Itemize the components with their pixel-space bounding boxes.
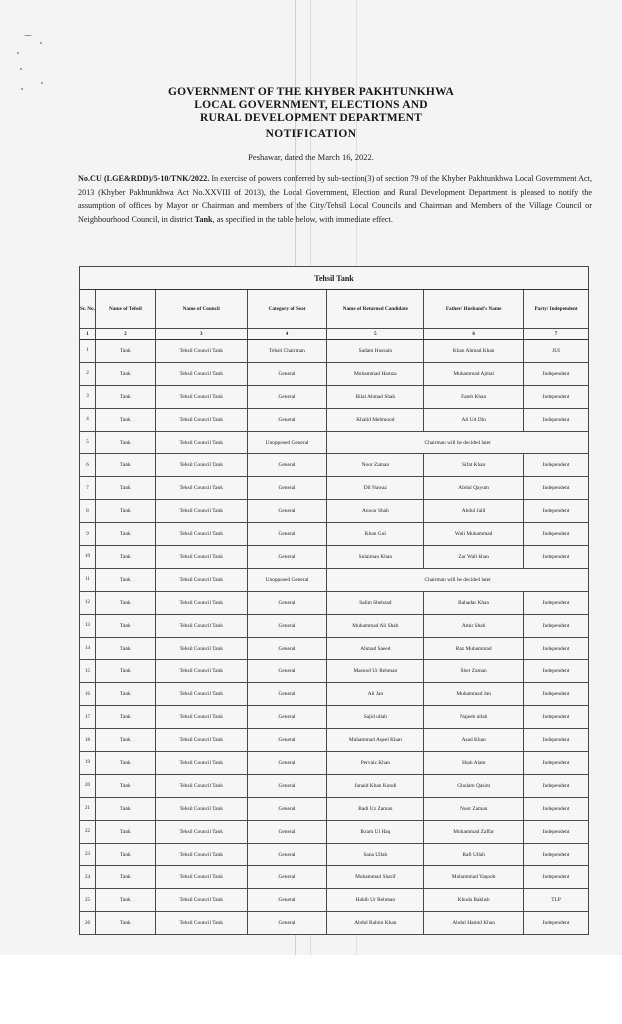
serial-number-cell: 18: [80, 729, 96, 752]
serial-number-cell: 13: [80, 614, 96, 637]
council-cell: Tehsil Council Tank: [155, 820, 247, 843]
body-text: In exercise of powers conferred by sub-section(3) of section 79 of the Khyber Pakhtunkhwa Local Government Act, 2013 (Khyber Pakhtunkhwa Act No.XXVIII of 2013), the Local Government, Election and Rural Development Department is pleased to notify the assumption of offices by Mayor or Chairman and members of the City/Tehsil Local Councils and Chairman and Members of the Village Council or Neighbourhood Council, in district: [78, 174, 592, 224]
tehsil-cell: Tank: [95, 477, 155, 500]
table-row: [80, 454, 589, 477]
tehsil-cell: Tank: [95, 797, 155, 820]
category-cell: General: [247, 523, 327, 546]
council-cell: Tehsil Council Tank: [155, 660, 247, 683]
council-cell: Tehsil Council Tank: [155, 568, 247, 591]
council-cell: Tehsil Council Tank: [155, 591, 247, 614]
council-cell: Tehsil Council Tank: [155, 500, 247, 523]
serial-number-cell: 16: [80, 683, 96, 706]
father-name-cell: Khuda Bakhsh: [424, 889, 524, 912]
table-row: [80, 912, 589, 935]
category-cell: General: [247, 591, 327, 614]
body-text-end: , as specified in the table below, with immediate effect.: [212, 214, 393, 224]
serial-number-cell: 12: [80, 591, 96, 614]
table-row: [80, 820, 589, 843]
table-row: [80, 591, 589, 614]
district-name: Tank: [194, 214, 213, 224]
tehsil-cell: Tank: [95, 385, 155, 408]
table-row: [80, 477, 589, 500]
category-cell: General: [247, 454, 327, 477]
candidate-cell: Salim Shehzad: [327, 591, 424, 614]
father-name-cell: Abdul Hamid Khan: [424, 912, 524, 935]
candidate-cell: Muhammad Aqeel Khan: [327, 729, 424, 752]
tehsil-cell: Tank: [95, 912, 155, 935]
council-cell: Tehsil Council Tank: [155, 912, 247, 935]
father-name-cell: Wali Muhammad: [424, 523, 524, 546]
party-cell: Independent: [524, 660, 589, 683]
council-cell: Tehsil Council Tank: [155, 546, 247, 569]
party-cell: TLP: [524, 889, 589, 912]
table-row: [80, 431, 589, 454]
candidate-cell: Masood Ur Rehman: [327, 660, 424, 683]
candidate-cell: Sajid ullah: [327, 706, 424, 729]
party-cell: Independent: [524, 523, 589, 546]
candidate-cell: Dil Nawaz: [327, 477, 424, 500]
serial-number-cell: 1: [80, 340, 96, 363]
father-name-cell: Muhammad Ajmal: [424, 362, 524, 385]
council-cell: Tehsil Council Tank: [155, 889, 247, 912]
candidate-cell: Sadam Hussain: [327, 340, 424, 363]
father-name-cell: Asad Khan: [424, 729, 524, 752]
tehsil-cell: Tank: [95, 637, 155, 660]
tehsil-cell: Tank: [95, 660, 155, 683]
column-header: Father/ Husband's Name: [424, 290, 524, 329]
heading-line-1: GOVERNMENT OF THE KHYBER PAKHTUNKHWA: [168, 86, 454, 98]
party-cell: Independent: [524, 729, 589, 752]
candidate-cell: Badi Uz Zaman: [327, 797, 424, 820]
tehsil-cell: Tank: [95, 614, 155, 637]
category-cell: General: [247, 546, 327, 569]
candidate-cell: Bilal Ahmad Shah: [327, 385, 424, 408]
table-row: [80, 843, 589, 866]
column-header: Name of Tehsil: [95, 290, 155, 329]
father-name-cell: Ali Ud Din: [424, 408, 524, 431]
category-cell: General: [247, 797, 327, 820]
council-cell: Tehsil Council Tank: [155, 843, 247, 866]
candidate-cell: Sana Ullah: [327, 843, 424, 866]
party-cell: Independent: [524, 477, 589, 500]
table-row: [80, 546, 589, 569]
tehsil-cell: Tank: [95, 843, 155, 866]
tehsil-cell: Tank: [95, 340, 155, 363]
serial-number-cell: 7: [80, 477, 96, 500]
serial-number-cell: 21: [80, 797, 96, 820]
candidate-cell: Noor Zaman: [327, 454, 424, 477]
party-cell: Independent: [524, 637, 589, 660]
category-cell: General: [247, 843, 327, 866]
serial-number-cell: 15: [80, 660, 96, 683]
tehsil-cell: Tank: [95, 591, 155, 614]
party-cell: Independent: [524, 454, 589, 477]
father-name-cell: Sher Zaman: [424, 660, 524, 683]
table-row: [80, 340, 589, 363]
council-cell: Tehsil Council Tank: [155, 362, 247, 385]
party-cell: Independent: [524, 500, 589, 523]
category-cell: General: [247, 660, 327, 683]
tehsil-cell: Tank: [95, 523, 155, 546]
council-cell: Tehsil Council Tank: [155, 637, 247, 660]
table-header-row: [80, 290, 589, 329]
category-cell: General: [247, 362, 327, 385]
party-cell: Independent: [524, 614, 589, 637]
party-cell: Independent: [524, 820, 589, 843]
category-cell: General: [247, 408, 327, 431]
candidate-cell: Muhammad Hamza: [327, 362, 424, 385]
serial-number-cell: 4: [80, 408, 96, 431]
serial-number-cell: 19: [80, 752, 96, 775]
father-name-cell: Ghulam Qasim: [424, 774, 524, 797]
serial-number-cell: 14: [80, 637, 96, 660]
tehsil-cell: Tank: [95, 500, 155, 523]
category-cell: Unopposed General: [247, 431, 327, 454]
tehsil-cell: Tank: [95, 774, 155, 797]
father-name-cell: Abdul Qayum: [424, 477, 524, 500]
column-number-row: [80, 329, 589, 340]
father-name-cell: Muhammad Zaffar: [424, 820, 524, 843]
notification-body: [78, 172, 592, 226]
table-row: [80, 614, 589, 637]
table-title: Tehsil Tank: [80, 267, 589, 290]
council-cell: Tehsil Council Tank: [155, 340, 247, 363]
heading-line-2: LOCAL GOVERNMENT, ELECTIONS AND: [194, 99, 428, 111]
column-header: Name of Returned Candidate: [327, 290, 424, 329]
column-number: 4: [247, 329, 327, 340]
notification-title: NOTIFICATION: [265, 128, 357, 140]
council-cell: Tehsil Council Tank: [155, 774, 247, 797]
dateline: Peshawar, dated the March 16, 2022.: [248, 152, 374, 162]
council-cell: Tehsil Council Tank: [155, 385, 247, 408]
party-cell: Independent: [524, 797, 589, 820]
heading-line-3: RURAL DEVELOPMENT DEPARTMENT: [199, 112, 422, 124]
category-cell: General: [247, 500, 327, 523]
table-row: [80, 889, 589, 912]
chairman-pending-note: Chairman will be decided later: [327, 568, 589, 591]
candidate-cell: Khalid Mehmood: [327, 408, 424, 431]
father-name-cell: Bahadar Khan: [424, 591, 524, 614]
party-cell: Independent: [524, 843, 589, 866]
scan-specks: [14, 30, 54, 90]
table-row: [80, 500, 589, 523]
column-number: 7: [524, 329, 589, 340]
serial-number-cell: 17: [80, 706, 96, 729]
council-cell: Tehsil Council Tank: [155, 523, 247, 546]
party-cell: Independent: [524, 546, 589, 569]
table-row: [80, 660, 589, 683]
candidate-cell: Muhammad Ali Shah: [327, 614, 424, 637]
column-number: 5: [327, 329, 424, 340]
candidate-cell: Abdul Rahim Khan: [327, 912, 424, 935]
party-cell: Independent: [524, 706, 589, 729]
department-heading: [0, 86, 622, 125]
candidate-cell: Sulaiman Khan: [327, 546, 424, 569]
category-cell: General: [247, 912, 327, 935]
category-cell: General: [247, 477, 327, 500]
category-cell: Tehsil Chairman: [247, 340, 327, 363]
category-cell: General: [247, 752, 327, 775]
table-row: [80, 752, 589, 775]
father-name-cell: Fateh Khan: [424, 385, 524, 408]
father-name-cell: Abdul Jalil: [424, 500, 524, 523]
tehsil-cell: Tank: [95, 820, 155, 843]
tehsil-cell: Tank: [95, 706, 155, 729]
party-cell: Independent: [524, 683, 589, 706]
father-name-cell: Rafi Ullah: [424, 843, 524, 866]
father-name-cell: Zar Wali khan: [424, 546, 524, 569]
father-name-cell: Sifat Khan: [424, 454, 524, 477]
serial-number-cell: 24: [80, 866, 96, 889]
table-row: [80, 797, 589, 820]
candidate-cell: Habib Ur Rehman: [327, 889, 424, 912]
column-header: Name of Council: [155, 290, 247, 329]
column-number: 3: [155, 329, 247, 340]
tehsil-cell: Tank: [95, 866, 155, 889]
column-header: Category of Seat: [247, 290, 327, 329]
serial-number-cell: 20: [80, 774, 96, 797]
category-cell: General: [247, 614, 327, 637]
table-row: [80, 523, 589, 546]
tehsil-cell: Tank: [95, 408, 155, 431]
party-cell: Independent: [524, 774, 589, 797]
category-cell: Unopposed General: [247, 568, 327, 591]
table-row: [80, 866, 589, 889]
serial-number-cell: 9: [80, 523, 96, 546]
table-row: [80, 774, 589, 797]
table-body: [80, 340, 589, 935]
category-cell: General: [247, 729, 327, 752]
party-cell: JUI: [524, 340, 589, 363]
category-cell: General: [247, 820, 327, 843]
column-number: 2: [95, 329, 155, 340]
council-cell: Tehsil Council Tank: [155, 408, 247, 431]
tehsil-cell: Tank: [95, 454, 155, 477]
serial-number-cell: 11: [80, 568, 96, 591]
serial-number-cell: 3: [80, 385, 96, 408]
table-row: [80, 385, 589, 408]
council-cell: Tehsil Council Tank: [155, 797, 247, 820]
party-cell: Independent: [524, 408, 589, 431]
father-name-cell: Shah Alam: [424, 752, 524, 775]
serial-number-cell: 22: [80, 820, 96, 843]
table-row: [80, 408, 589, 431]
column-number: 6: [424, 329, 524, 340]
party-cell: Independent: [524, 912, 589, 935]
category-cell: General: [247, 683, 327, 706]
party-cell: Independent: [524, 385, 589, 408]
returned-candidates-table: [79, 266, 589, 935]
tehsil-cell: Tank: [95, 752, 155, 775]
father-name-cell: Amir Shah: [424, 614, 524, 637]
candidate-cell: Ali Jan: [327, 683, 424, 706]
category-cell: General: [247, 774, 327, 797]
chairman-pending-note: Chairman will be decided later: [327, 431, 589, 454]
father-name-cell: Muhammad Yaqoob: [424, 866, 524, 889]
party-cell: Independent: [524, 362, 589, 385]
serial-number-cell: 23: [80, 843, 96, 866]
council-cell: Tehsil Council Tank: [155, 752, 247, 775]
serial-number-cell: 6: [80, 454, 96, 477]
candidate-cell: Junaid Khan Kundi: [327, 774, 424, 797]
serial-number-cell: 8: [80, 500, 96, 523]
column-header: Party/ Independent: [524, 290, 589, 329]
table-row: [80, 683, 589, 706]
serial-number-cell: 5: [80, 431, 96, 454]
category-cell: General: [247, 706, 327, 729]
category-cell: General: [247, 866, 327, 889]
council-cell: Tehsil Council Tank: [155, 683, 247, 706]
father-name-cell: Khan Ahmad Khan: [424, 340, 524, 363]
column-header: Sr. No.: [80, 290, 96, 329]
council-cell: Tehsil Council Tank: [155, 477, 247, 500]
serial-number-cell: 26: [80, 912, 96, 935]
candidate-cell: Anwar Shah: [327, 500, 424, 523]
table-row: [80, 637, 589, 660]
tehsil-cell: Tank: [95, 546, 155, 569]
tehsil-cell: Tank: [95, 431, 155, 454]
father-name-cell: Noor Zaman: [424, 797, 524, 820]
table-row: [80, 362, 589, 385]
tehsil-cell: Tank: [95, 568, 155, 591]
council-cell: Tehsil Council Tank: [155, 454, 247, 477]
council-cell: Tehsil Council Tank: [155, 614, 247, 637]
serial-number-cell: 10: [80, 546, 96, 569]
party-cell: Independent: [524, 752, 589, 775]
council-cell: Tehsil Council Tank: [155, 431, 247, 454]
council-cell: Tehsil Council Tank: [155, 866, 247, 889]
party-cell: Independent: [524, 591, 589, 614]
party-cell: Independent: [524, 866, 589, 889]
father-name-cell: Muhammad Jan: [424, 683, 524, 706]
council-cell: Tehsil Council Tank: [155, 729, 247, 752]
tehsil-cell: Tank: [95, 683, 155, 706]
candidate-cell: Ikram Ul Haq: [327, 820, 424, 843]
candidate-cell: Pervaiz Khan: [327, 752, 424, 775]
serial-number-cell: 25: [80, 889, 96, 912]
table-row: [80, 729, 589, 752]
category-cell: General: [247, 637, 327, 660]
serial-number-cell: 2: [80, 362, 96, 385]
candidate-cell: Ahmad Saeed: [327, 637, 424, 660]
father-name-cell: Raz Muhammad: [424, 637, 524, 660]
category-cell: General: [247, 889, 327, 912]
council-cell: Tehsil Council Tank: [155, 706, 247, 729]
candidate-cell: Khan Gul: [327, 523, 424, 546]
tehsil-cell: Tank: [95, 362, 155, 385]
father-name-cell: Najeeb ullah: [424, 706, 524, 729]
column-number: 1: [80, 329, 96, 340]
tehsil-cell: Tank: [95, 729, 155, 752]
category-cell: General: [247, 385, 327, 408]
reference-number: No.CU (LGE&RDD)/5-10/TNK/2022.: [78, 174, 210, 183]
table-row: [80, 706, 589, 729]
candidate-cell: Muhammad Sharif: [327, 866, 424, 889]
table-row: [80, 568, 589, 591]
tehsil-cell: Tank: [95, 889, 155, 912]
